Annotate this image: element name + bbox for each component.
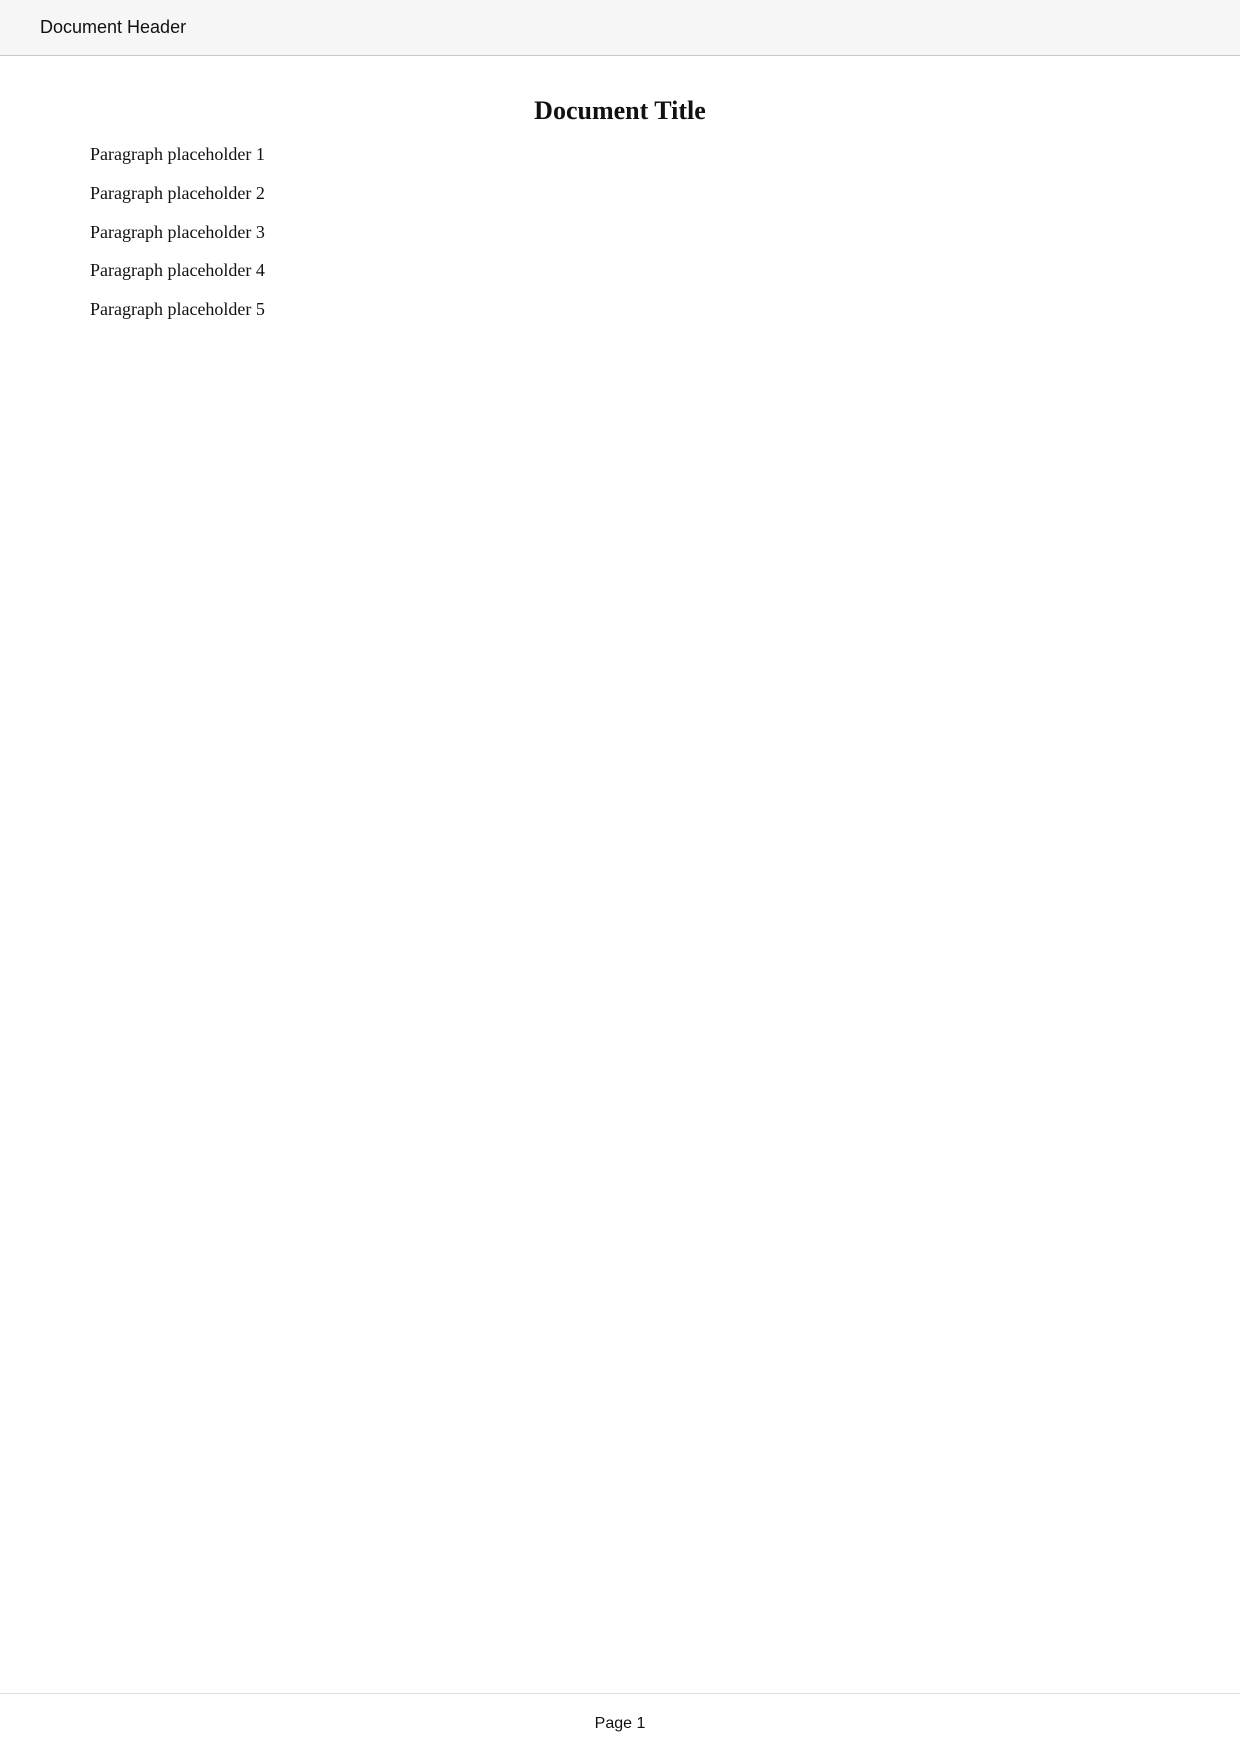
- page-footer: [0, 1693, 1240, 1754]
- document-title: Document Title: [534, 96, 706, 125]
- paragraph-3: Paragraph placeholder 3: [90, 221, 265, 242]
- header-text: Document Header: [40, 17, 187, 37]
- paragraph-4: Paragraph placeholder 4: [90, 260, 265, 281]
- document-content: [90, 90, 1150, 1644]
- paragraph-block: [90, 140, 1150, 334]
- footer-text: Page 1: [594, 1715, 646, 1732]
- paragraph-5: Paragraph placeholder 5: [90, 299, 265, 320]
- paragraph-1: Paragraph placeholder 1: [90, 144, 265, 164]
- paragraph-2: Paragraph placeholder 2: [90, 182, 265, 203]
- document-header: [0, 0, 1240, 56]
